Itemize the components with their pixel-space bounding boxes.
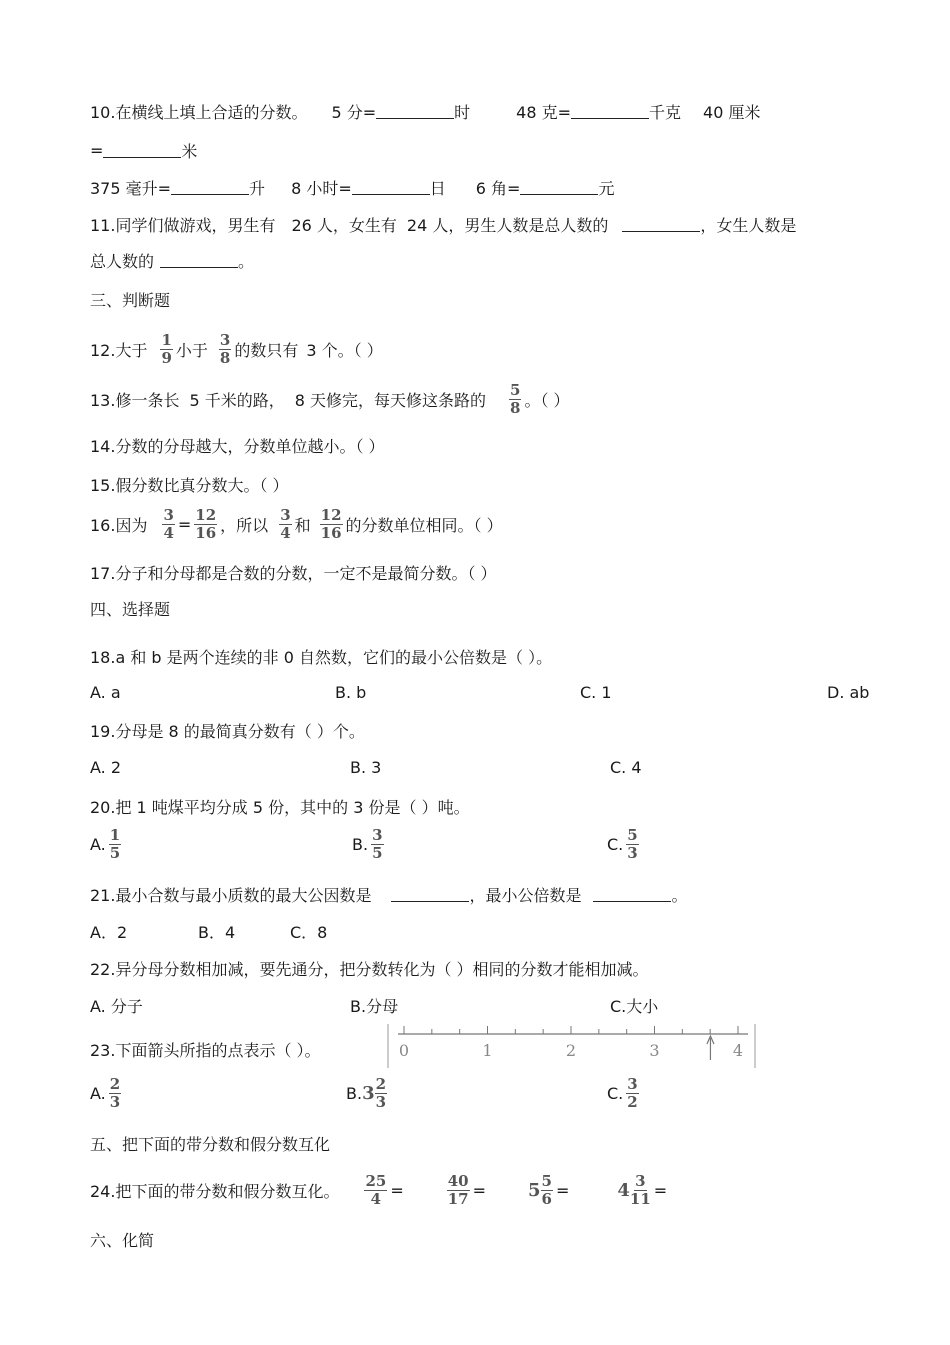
fraction: $\frac{3}{8}$ (219, 331, 231, 367)
question-14: 14.分数的分母越大，分数单位越小。（ ） (90, 437, 385, 456)
fraction: $\frac{1}{9}$ (161, 331, 172, 367)
q21-text: ，最小公倍数是 (469, 886, 582, 905)
fraction: $\frac{5}{6}$ (541, 1172, 552, 1208)
question-11-line-2 (90, 249, 254, 272)
question-10-line-2 (90, 139, 197, 162)
option-a[interactable]: A. 2 (90, 758, 122, 777)
q12-text: 的数只有 (234, 341, 299, 360)
q10-unit-6: 元 (598, 179, 615, 198)
fraction: $\frac{40}{17}$ (447, 1172, 469, 1208)
option-a[interactable]: A. $\frac{1}{5}$ (90, 826, 121, 862)
fraction: $\frac{1}{5}$ (109, 826, 121, 862)
number-line-labels (399, 1041, 743, 1060)
option-b[interactable]: B. $\frac{3}{5}$ (352, 826, 383, 862)
fraction: $\frac{3}{4}$ (280, 506, 291, 542)
q10-item-2: 48 克= (516, 103, 572, 122)
fraction: $\frac{12}{16}$ (320, 506, 342, 542)
equals-sign: = (555, 1181, 570, 1200)
fraction: $\frac{3}{5}$ (372, 826, 383, 862)
option-d[interactable]: D. ab (827, 683, 870, 702)
fraction: $\frac{5}{3}$ (627, 826, 638, 862)
answer-blank[interactable] (593, 887, 671, 902)
q16-text: = (177, 515, 192, 534)
q10-unit-3: 米 (181, 142, 198, 161)
q11-text: 26 人，女生有 (291, 216, 397, 235)
q16-text: 16.因为 (90, 516, 148, 535)
q10-unit-2: 千克 (649, 103, 682, 122)
fraction: $\frac{3}{4}$ (163, 506, 174, 542)
q10-item-5: 8 小时= (291, 179, 352, 198)
option-a[interactable]: A. 分子 (90, 997, 143, 1016)
option-c[interactable]: C. 4 (610, 758, 642, 777)
q10-unit-1: 时 (454, 103, 471, 122)
number-line-label: 3 (649, 1041, 660, 1060)
question-17: 17.分子和分母都是合数的分数，一定不是最简分数。（ ） (90, 564, 497, 583)
answer-blank[interactable] (352, 180, 430, 195)
answer-blank[interactable] (103, 143, 181, 158)
answer-blank[interactable] (160, 253, 238, 268)
arrow-marker (707, 1036, 714, 1060)
equals-sign: = (390, 1181, 404, 1200)
q13-text: 13.修一条长 (90, 391, 180, 410)
q16-text: 的分数单位相同。（ ） (345, 516, 503, 535)
number-line-label: 0 (398, 1041, 410, 1060)
section-5-title: 五、把下面的带分数和假分数互化 (90, 1135, 331, 1154)
question-10-line-1 (90, 100, 760, 123)
q24-text: 24.把下面的带分数和假分数互化。 (90, 1182, 340, 1201)
q21-text: 。 (671, 886, 688, 905)
question-18: 18.a 和 b 是两个连续的非 0 自然数，它们的最小公倍数是（ ）。 (90, 648, 553, 667)
option-b[interactable]: B.分母 (350, 997, 399, 1016)
q10-item-3: 40 厘米 (703, 103, 761, 122)
equals-sign: = (653, 1181, 668, 1200)
question-24 (90, 1174, 667, 1207)
number-line-ticks (404, 1026, 738, 1034)
answer-blank[interactable] (571, 104, 649, 119)
whole-number: 4 (617, 1180, 630, 1201)
q12-text: 12.大于 (90, 341, 148, 360)
equals-sign: = (472, 1181, 487, 1200)
q13-text: 5 千米的路， (189, 391, 285, 410)
option-a[interactable]: A. $\frac{2}{3}$ (90, 1075, 121, 1111)
answer-blank[interactable] (520, 180, 598, 195)
q21-text: 21.最小合数与最小质数的最大公因数是 (90, 886, 372, 905)
question-10-line-3 (90, 176, 614, 199)
option-c[interactable]: C.大小 (610, 997, 659, 1016)
q10-prefix: 10.在横线上填上合适的分数。 (90, 103, 308, 122)
whole-number: 5 (528, 1180, 541, 1201)
fraction: $\frac{2}{3}$ (109, 1075, 121, 1111)
q10-equals: = (90, 141, 104, 160)
number-line (386, 1022, 758, 1070)
q11-text: 11.同学们做游戏，男生有 (90, 216, 276, 235)
q16-text: 和 (294, 516, 311, 535)
question-15: 15.假分数比真分数大。（ ） (90, 476, 289, 495)
question-11-line-1 (90, 213, 796, 236)
question-12 (90, 333, 383, 366)
section-3-title: 三、判断题 (90, 291, 171, 310)
q10-item-4: 375 毫升= (90, 179, 172, 198)
fraction: $\frac{5}{8}$ (510, 381, 521, 417)
number-line-label: 4 (732, 1041, 744, 1060)
section-4-title: 四、选择题 (90, 600, 171, 619)
option-b[interactable]: B．4 (198, 923, 236, 942)
fraction: $\frac{3}{2}$ (627, 1075, 638, 1111)
fraction: $\frac{12}{16}$ (195, 506, 217, 542)
option-c[interactable]: C. $\frac{3}{2}$ (607, 1075, 638, 1111)
question-16 (90, 508, 503, 541)
number-line-label: 2 (565, 1041, 577, 1060)
answer-blank[interactable] (376, 104, 454, 119)
q11-text: 。 (238, 252, 255, 271)
fraction: $\frac{3}{11}$ (629, 1172, 651, 1208)
q16-text: ，所以 (220, 516, 269, 535)
option-b[interactable]: B. 3 $\frac{2}{3}$ (346, 1075, 387, 1111)
q12-text: 3 个。（ ） (306, 341, 383, 360)
answer-blank[interactable] (622, 217, 700, 232)
option-b[interactable]: B. b (335, 683, 367, 702)
option-c[interactable]: C. 1 (580, 683, 612, 702)
q13-text: 8 天修完，每天修这条路的 (294, 391, 487, 410)
answer-blank[interactable] (171, 180, 249, 195)
q13-text: 。（ ） (524, 391, 570, 410)
option-c[interactable]: C．8 (290, 923, 328, 942)
q11-text: 总人数的 (90, 252, 155, 271)
q10-unit-4: 升 (249, 179, 266, 198)
question-22: 22.异分母分数相加减，要先通分，把分数转化为（ ）相同的分数才能相加减。 (90, 960, 649, 979)
question-13 (90, 383, 570, 416)
option-a[interactable]: A. a (90, 683, 121, 702)
question-19: 19.分母是 8 的最简真分数有（ ）个。 (90, 722, 365, 741)
answer-blank[interactable] (391, 887, 469, 902)
question-21 (90, 883, 687, 906)
option-a[interactable]: A．2 (90, 923, 128, 942)
q10-unit-5: 日 (429, 179, 446, 198)
fraction: $\frac{25}{4}$ (365, 1172, 387, 1208)
question-20: 20.把 1 吨煤平均分成 5 份，其中的 3 份是（ ）吨。 (90, 798, 470, 817)
q12-text: 小于 (175, 341, 208, 360)
q11-text: 24 人，男生人数是总人数的 (406, 216, 609, 235)
q10-item-6: 6 角= (475, 179, 521, 198)
section-6-title: 六、化简 (90, 1231, 155, 1250)
question-23: 23.下面箭头所指的点表示（ ）。 (90, 1041, 321, 1060)
number-line-label: 1 (482, 1041, 493, 1060)
option-b[interactable]: B. 3 (350, 758, 382, 777)
q10-item-1: 5 分= (331, 103, 377, 122)
fraction: $\frac{2}{3}$ (375, 1075, 387, 1111)
whole-number: 3 (362, 1083, 375, 1104)
option-c[interactable]: C. $\frac{5}{3}$ (607, 826, 638, 862)
q11-text: ，女生人数是 (700, 216, 797, 235)
